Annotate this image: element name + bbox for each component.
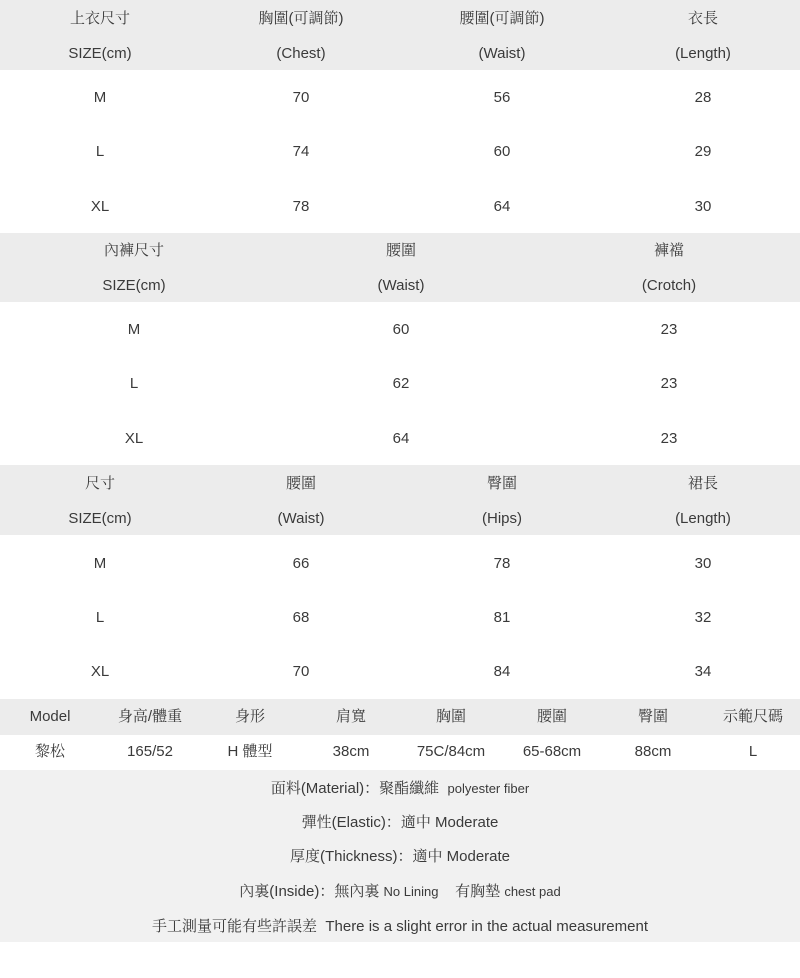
table-cell: 34 <box>694 663 712 680</box>
measure-cn: 手工測量可能有些許誤差 <box>151 918 317 935</box>
table-cell: L <box>129 375 139 392</box>
table-cell: 29 <box>694 143 712 160</box>
table-cell: L <box>95 143 105 160</box>
header-cell: 腰圍 <box>285 475 317 492</box>
table-cell: 62 <box>392 375 410 392</box>
table-cell: 81 <box>493 609 511 626</box>
table-cell: 74 <box>292 143 310 160</box>
lining-en: No Lining <box>383 884 439 899</box>
header-cell: (Chest) <box>276 45 326 62</box>
header-cell: 腰圍 <box>536 708 568 725</box>
table-cell: XL <box>90 663 110 680</box>
header-cell: (Waist) <box>478 45 526 62</box>
header-cell: 示範尺碼 <box>722 708 784 725</box>
table-cell: M <box>93 555 107 572</box>
table-cell: H 體型 <box>227 743 273 760</box>
header-cell: 尺寸 <box>84 475 116 492</box>
table-cell: 30 <box>694 555 712 572</box>
elastic-label: 彈性(Elastic)： <box>301 814 401 831</box>
table-cell: 38cm <box>332 743 370 760</box>
table-cell: M <box>93 89 107 106</box>
table-cell: 60 <box>493 143 511 160</box>
measure-en: There is a slight error in the actual measurement <box>325 918 648 935</box>
header-cell: (Waist) <box>277 510 325 527</box>
table-cell: 黎松 <box>34 743 66 760</box>
table-cell: 64 <box>392 430 410 447</box>
table-cell: 28 <box>694 89 712 106</box>
thickness-label: 厚度(Thickness)： <box>289 848 413 865</box>
table-cell: 68 <box>292 609 310 626</box>
table-cell: 32 <box>694 609 712 626</box>
header-cell: (Crotch) <box>641 277 697 294</box>
table-cell: M <box>127 321 141 338</box>
table-cell: 88cm <box>634 743 672 760</box>
header-cell: Model <box>29 708 71 725</box>
measurement-note <box>0 918 800 936</box>
table-cell: 66 <box>292 555 310 572</box>
fabric-notes <box>0 770 800 942</box>
header-cell: SIZE(cm) <box>68 45 132 62</box>
elastic-value: 適中 Moderate <box>400 814 499 831</box>
material-cn: 聚酯纖維 <box>379 780 440 797</box>
header-cell: 裙長 <box>687 475 719 492</box>
table-cell: 60 <box>392 321 410 338</box>
thickness-value: 適中 Moderate <box>412 848 511 865</box>
header-cell: 內褲尺寸 <box>103 242 165 259</box>
header-cell: 臀圍 <box>486 475 518 492</box>
header-cell: 腰圍(可調節) <box>459 10 545 27</box>
pad-en: chest pad <box>504 884 561 899</box>
table-cell: 65-68cm <box>522 743 582 760</box>
table-cell: 23 <box>660 375 678 392</box>
header-cell: 腰圍 <box>385 242 417 259</box>
header-cell: 上衣尺寸 <box>69 10 131 27</box>
material-line <box>0 780 800 798</box>
header-cell: 衣長 <box>687 10 719 27</box>
table-cell: 78 <box>493 555 511 572</box>
header-cell: 褲襠 <box>653 242 685 259</box>
inside-label: 內裏(Inside)： <box>239 883 335 900</box>
header-cell: SIZE(cm) <box>68 510 132 527</box>
table-cell: 23 <box>660 430 678 447</box>
table-cell: 75C/84cm <box>416 743 486 760</box>
table-cell: L <box>95 609 105 626</box>
table-cell: 70 <box>292 89 310 106</box>
table-cell: XL <box>90 198 110 215</box>
elastic-line <box>0 814 800 832</box>
table-cell: 84 <box>493 663 511 680</box>
material-en: polyester fiber <box>447 781 530 796</box>
table-cell: 56 <box>493 89 511 106</box>
material-label: 面料(Material)： <box>270 780 380 797</box>
header-cell: 胸圍(可調節) <box>258 10 344 27</box>
pad-cn: 有胸墊 <box>455 883 501 900</box>
header-cell: 身高/體重 <box>117 708 183 725</box>
table-cell: 165/52 <box>127 743 173 760</box>
table-cell: 30 <box>694 198 712 215</box>
header-cell: SIZE(cm) <box>102 277 166 294</box>
header-cell: (Hips) <box>482 510 522 527</box>
table-cell: 23 <box>660 321 678 338</box>
header-cell: 身形 <box>234 708 266 725</box>
header-cell: 臀圍 <box>637 708 669 725</box>
header-cell: (Length) <box>675 510 731 527</box>
header-cell: (Length) <box>675 45 731 62</box>
lining-cn: 無內裏 <box>334 883 380 900</box>
inside-line <box>0 883 800 901</box>
table-cell: 64 <box>493 198 511 215</box>
table-cell: XL <box>124 430 144 447</box>
table-cell: 78 <box>292 198 310 215</box>
header-cell: 肩寬 <box>335 708 367 725</box>
thickness-line <box>0 848 800 866</box>
header-cell: (Waist) <box>377 277 425 294</box>
table-cell: L <box>748 743 758 760</box>
table-cell: 70 <box>292 663 310 680</box>
header-cell: 胸圍 <box>435 708 467 725</box>
